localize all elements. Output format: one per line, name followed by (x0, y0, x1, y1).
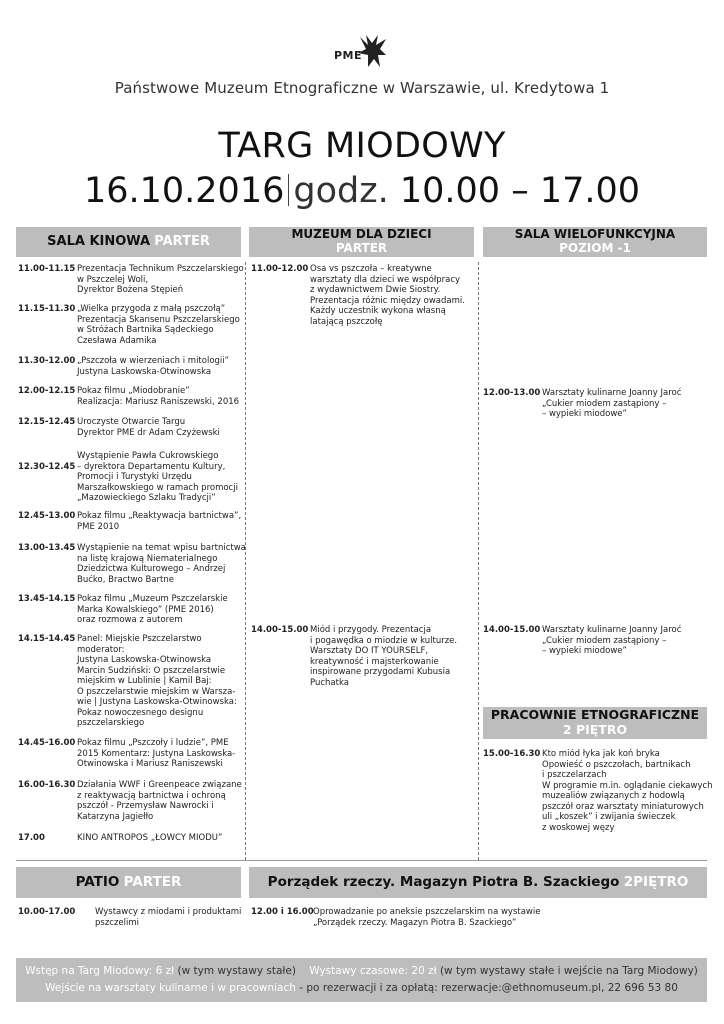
section-name: Porządek rzeczy. Magazyn Piotra B. Szackiego (267, 874, 620, 890)
temp-note: (w tym wystawy stałe i wejście na Targ Miodowy) (439, 965, 698, 977)
section-header-patio (16, 867, 241, 898)
entry-time: 11.30-12.00 (18, 356, 76, 366)
workshops-note: - po rezerwacji i za opłatą: rezerwacje:@ethnomuseum.pl, 22 696 53 80 (299, 982, 678, 994)
date-line (0, 171, 724, 211)
date-divider (288, 174, 289, 206)
entry-time: 16.00-16.30 (18, 780, 76, 790)
entry-time: 12.15-12.45 (18, 417, 76, 427)
section-header-muzeum-dzieci (249, 227, 474, 257)
entry-description: Pokaz filmu „Reaktywacja bartnictwa”, PME 2010 (77, 511, 242, 532)
entry-description: Wystawcy z miodami i produktami pszczelimi (95, 907, 242, 928)
entry-time: 10.00-17.00 (18, 907, 76, 917)
entry-description: Uroczyste Otwarcie Targu Dyrektor PME dr Adam Czyżewski (77, 417, 220, 438)
pme-logo (324, 33, 394, 73)
entry-description: Pokaz filmu „Muzeum Pszczelarskie Marka Kowalskiego” (PME 2016) oraz rozmowa z autorem (77, 594, 228, 625)
pme-logo-icon (356, 33, 390, 69)
entry-description: KINO ANTROPOS „ŁOWCY MIODU” (77, 833, 223, 843)
entry-description: Kto miód łyka jak koń bryka Opowieść o pszczołach, bartnikach i pszczelarzach W programie m.in. oglądanie ciekawych muzealiów związanych z hodowlą pszczół oraz warsztaty miniaturowych uli „koszek” i zwijania świeczek z woskowej węzy (542, 749, 713, 833)
hours-label: godz. (293, 171, 389, 211)
entry-time: 11.00-11.15 (18, 264, 76, 274)
entry-time: 11.00-12.00 (251, 264, 309, 274)
entry-time: 12.45-13.00 (18, 511, 76, 521)
event-hours: 10.00 – 17.00 (399, 171, 641, 211)
entry-description: Wystąpienie Pawła Cukrowskiego – dyrektora Departamentu Kultury, Promocji i Turystyki Urzędu Marszałkowskiego w ramach promocji „Mazowieckiego Szlaku Tradycji” (77, 451, 238, 503)
entry-note: (w tym wystawy stałe) (177, 965, 296, 977)
workshops-label: Wejście na warsztaty kulinarne i w pracowniach (45, 982, 296, 994)
temp-price: Wystawy czasowe: 20 zł (309, 965, 437, 977)
entry-description: Panel: Miejskie Pszczelarstwo moderator: Justyna Laskowska-Otwinowska Marcin Sudziński: O pszczelarstwie miejskim w Lublinie | Kamil Baj: O pszczelarstwie miejskim w Warsza- wie | Justyna Laskowska-Otwinowska: Pokaz nowoczesnego designu pszczelarskiego (77, 634, 237, 728)
footer-line-2 (16, 980, 707, 997)
entry-time: 12.00-13.00 (483, 388, 541, 398)
logo-text: PME (334, 49, 363, 62)
entry-description: „Wielka przygoda z małą pszczołą” Prezentacja Skansenu Pszczelarskiego w Stróżach Bartnika Sądeckiego Czesława Adamika (77, 304, 240, 346)
museum-address: Państwowe Muzeum Etnograficzne w Warszawie, ul. Kredytowa 1 (114, 79, 610, 97)
entry-time: 14.00-15.00 (483, 625, 541, 635)
entry-time: 12.30-12.45 (18, 462, 76, 472)
section-header-sala-kinowa (16, 227, 241, 257)
entry-price: Wstęp na Targ Miodowy: 6 zł (25, 965, 175, 977)
pricing-footer (16, 958, 707, 1002)
entry-description: Prezentacja Technikum Pszczelarskiego w Pszczelej Woli, Dyrektor Bożena Stępień (77, 264, 244, 295)
section-floor: PARTER (335, 241, 388, 255)
entry-time: 12.00-12.15 (18, 386, 76, 396)
footer-line-1 (16, 963, 707, 980)
section-header-porzadek (249, 867, 707, 898)
section-floor: PARTER (154, 234, 210, 249)
event-date: 16.10.2016 (83, 171, 285, 211)
entry-time: 11.15-11.30 (18, 304, 76, 314)
section-divider (16, 860, 707, 861)
column-divider (478, 262, 479, 860)
entry-time: 14.45-16.00 (18, 738, 76, 748)
section-header-sala-wielofunkcyjna (483, 227, 707, 257)
page-title: TARG MIODOWY (218, 126, 506, 166)
entry-time: 15.00-16.30 (483, 749, 541, 759)
section-name: SALA KINOWA (47, 234, 151, 249)
entry-time: 17.00 (18, 833, 45, 843)
section-name: MUZEUM DLA DZIECI (291, 227, 432, 241)
section-floor: 2 PIĘTRO (562, 722, 628, 737)
entry-description: Oprowadzanie po aneksie pszczelarskim na wystawie „Porządek rzeczy. Magazyn Piotra B. Szackiego” (313, 907, 541, 928)
entry-description: Warsztaty kulinarne Joanny Jaroć „Cukier miodem zastąpiony – – wypieki miodowe” (542, 625, 682, 656)
entry-description: Miód i przygody. Prezentacja i pogawędka o miodzie w kulturze. Warsztaty DO IT YOURSELF, kreatywność i majsterkowanie inspirowane przygodami Kubusia Puchatka (310, 625, 458, 688)
section-name: PATIO (75, 874, 120, 890)
entry-description: Pokaz filmu „Miodobranie” Realizacja: Mariusz Raniszewski, 2016 (77, 386, 240, 407)
entry-description: Wystąpienie na temat wpisu bartnictwa na listę krajową Niematerialnego Dziedzictwa Kulturowego – Andrzej Bućko, Bractwo Bartne (77, 543, 246, 585)
section-floor: PARTER (123, 874, 182, 890)
section-floor: 2PIĘTRO (623, 874, 689, 890)
entry-description: Osa vs pszczoła – kreatywne warsztaty dla dzieci we współpracy z wydawnictwem Dwie Siostry. Prezentacja różnic między owadami. Każdy uczestnik wykona własną latającą pszczołę (310, 264, 465, 327)
entry-time: 13.00-13.45 (18, 543, 76, 553)
section-floor: POZIOM -1 (559, 241, 631, 255)
entry-description: Warsztaty kulinarne Joanny Jaroć „Cukier miodem zastąpiony – – wypieki miodowe” (542, 388, 682, 419)
section-name: SALA WIELOFUNKCYJNA (514, 227, 676, 241)
entry-description: Pokaz filmu „Pszczoły i ludzie”, PME 2015 Komentarz: Justyna Laskowska- Otwinowska i Mariusz Raniszewski (77, 738, 236, 769)
entry-time: 14.15-14.45 (18, 634, 76, 644)
entry-time: 13.45-14.15 (18, 594, 76, 604)
section-name: PRACOWNIE ETNOGRAFICZNE (490, 707, 700, 722)
entry-time: 12.00 i 16.00 (251, 907, 314, 917)
entry-time: 14.00-15.00 (251, 625, 309, 635)
entry-description: „Pszczoła w wierzeniach i mitologii” Justyna Laskowska-Otwinowska (77, 356, 230, 377)
entry-description: Działania WWF i Greenpeace związane z reaktywacją bartnictwa i ochroną pszczół - Przemysław Nawrocki i Katarzyna Jagiełło (77, 780, 242, 822)
section-header-pracownie (483, 707, 707, 739)
